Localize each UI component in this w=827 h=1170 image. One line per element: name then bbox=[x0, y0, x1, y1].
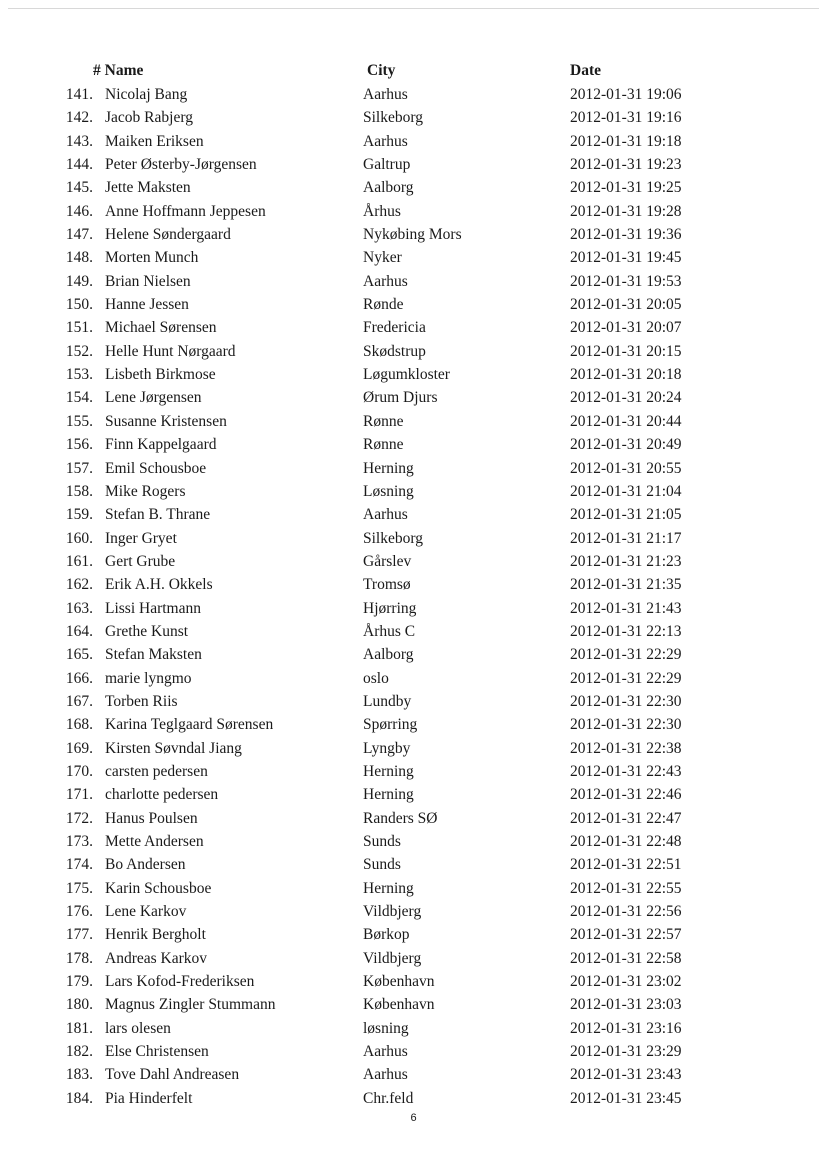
row-name: Grethe Kunst bbox=[105, 622, 189, 640]
row-city: Ørum Djurs bbox=[363, 389, 438, 407]
table-row bbox=[0, 949, 827, 972]
row-date: 2012-01-31 19:53 bbox=[570, 272, 682, 290]
table-row bbox=[0, 132, 827, 155]
row-city: Silkeborg bbox=[363, 109, 423, 127]
row-city: Aarhus bbox=[363, 506, 408, 524]
header-date: Date bbox=[570, 62, 601, 79]
row-name: Inger Gryet bbox=[105, 529, 177, 547]
row-name: Lissi Hartmann bbox=[105, 599, 201, 617]
row-city: Gårslev bbox=[363, 552, 412, 570]
table-row bbox=[0, 972, 827, 995]
row-number: 159. bbox=[65, 506, 93, 524]
row-city: oslo bbox=[363, 669, 389, 687]
row-city: Aalborg bbox=[363, 646, 414, 664]
row-date: 2012-01-31 22:30 bbox=[570, 692, 682, 710]
row-number: 172. bbox=[65, 809, 93, 827]
table-row bbox=[0, 1019, 827, 1042]
row-city: løsning bbox=[363, 1019, 409, 1037]
table-row bbox=[0, 272, 827, 295]
row-name: Else Christensen bbox=[105, 1043, 209, 1061]
row-date: 2012-01-31 22:13 bbox=[570, 622, 682, 640]
row-city: Silkeborg bbox=[363, 529, 423, 547]
row-city: Herning bbox=[363, 786, 414, 804]
table-row bbox=[0, 645, 827, 668]
row-name: Mette Andersen bbox=[105, 833, 204, 850]
row-name: Erik A.H. Okkels bbox=[105, 576, 213, 594]
row-date: 2012-01-31 20:24 bbox=[570, 389, 682, 407]
row-name: Torben Riis bbox=[105, 692, 178, 710]
row-date: 2012-01-31 22:58 bbox=[570, 949, 682, 967]
table-row bbox=[0, 1089, 827, 1112]
row-number: 148. bbox=[65, 249, 93, 267]
row-name: Tove Dahl Andreasen bbox=[105, 1066, 240, 1084]
row-name: Morten Munch bbox=[105, 249, 199, 267]
row-date: 2012-01-31 22:57 bbox=[570, 926, 682, 944]
row-number: 161. bbox=[65, 552, 93, 570]
row-date: 2012-01-31 20:15 bbox=[570, 342, 682, 360]
row-name: Lars Kofod-Frederiksen bbox=[105, 973, 255, 991]
row-date: 2012-01-31 22:38 bbox=[570, 739, 682, 757]
row-date: 2012-01-31 23:43 bbox=[570, 1066, 682, 1084]
row-number: 162. bbox=[65, 576, 93, 594]
row-city: København bbox=[363, 996, 435, 1014]
table-row bbox=[0, 318, 827, 341]
row-name: Henrik Bergholt bbox=[105, 926, 206, 944]
row-number: 165. bbox=[65, 646, 93, 664]
table-row bbox=[0, 529, 827, 552]
row-date: 2012-01-31 21:17 bbox=[570, 529, 682, 547]
row-date: 2012-01-31 19:45 bbox=[570, 249, 682, 267]
row-city: Chr.feld bbox=[363, 1089, 414, 1107]
table-row bbox=[0, 178, 827, 201]
table-row bbox=[0, 482, 827, 505]
row-number: 180. bbox=[65, 996, 93, 1014]
row-city: Løsning bbox=[363, 482, 414, 500]
row-name: Bo Andersen bbox=[105, 856, 186, 874]
row-name: Helene Søndergaard bbox=[105, 226, 231, 244]
row-city: Sunds bbox=[363, 856, 401, 874]
row-date: 2012-01-31 22:51 bbox=[570, 856, 682, 874]
row-city: Vildbjerg bbox=[363, 903, 422, 921]
table-row bbox=[0, 155, 827, 178]
row-name: Nicolaj Bang bbox=[105, 86, 188, 103]
table-row bbox=[0, 925, 827, 948]
row-number: 178. bbox=[65, 949, 93, 967]
row-city: Herning bbox=[363, 762, 414, 780]
row-number: 145. bbox=[65, 179, 93, 197]
table-row bbox=[0, 879, 827, 902]
row-name: Stefan Maksten bbox=[105, 646, 202, 664]
table-row bbox=[0, 1042, 827, 1065]
table-row bbox=[0, 412, 827, 435]
table-row bbox=[0, 575, 827, 598]
row-number: 170. bbox=[65, 762, 93, 780]
row-name: Karin Schousboe bbox=[105, 879, 212, 897]
table-row bbox=[0, 248, 827, 271]
row-city: Løgumkloster bbox=[363, 366, 450, 384]
table-row bbox=[0, 388, 827, 411]
row-number: 177. bbox=[65, 926, 93, 944]
table-row bbox=[0, 435, 827, 458]
row-name: Stefan B. Thrane bbox=[105, 506, 211, 524]
row-date: 2012-01-31 23:02 bbox=[570, 973, 682, 991]
table-row bbox=[0, 785, 827, 808]
table-row bbox=[0, 202, 827, 225]
row-number: 173. bbox=[65, 833, 93, 850]
row-date: 2012-01-31 19:16 bbox=[570, 109, 682, 127]
row-name: Anne Hoffmann Jeppesen bbox=[105, 202, 266, 220]
row-number: 150. bbox=[65, 296, 93, 314]
row-name: Hanus Poulsen bbox=[105, 809, 198, 827]
row-name: Pia Hinderfelt bbox=[105, 1089, 193, 1107]
row-name: Magnus Zingler Stummann bbox=[105, 996, 276, 1014]
row-city: Århus bbox=[363, 202, 401, 220]
row-number: 179. bbox=[65, 973, 93, 991]
row-name: Michael Sørensen bbox=[105, 319, 217, 337]
row-city: Aarhus bbox=[363, 86, 408, 103]
row-city: København bbox=[363, 973, 435, 991]
row-city: Herning bbox=[363, 879, 414, 897]
row-date: 2012-01-31 19:36 bbox=[570, 226, 682, 244]
header-city: City bbox=[367, 62, 396, 79]
row-name: Jacob Rabjerg bbox=[105, 109, 193, 127]
row-date: 2012-01-31 22:30 bbox=[570, 716, 682, 734]
row-number: 151. bbox=[65, 319, 93, 337]
row-name: Susanne Kristensen bbox=[105, 412, 227, 430]
row-date: 2012-01-31 22:56 bbox=[570, 903, 682, 921]
row-number: 143. bbox=[65, 132, 93, 150]
row-number: 171. bbox=[65, 786, 93, 804]
row-date: 2012-01-31 20:49 bbox=[570, 436, 682, 454]
row-city: Lyngby bbox=[363, 739, 411, 757]
row-city: Aarhus bbox=[363, 272, 408, 290]
row-number: 153. bbox=[65, 366, 93, 384]
row-number: 158. bbox=[65, 482, 93, 500]
row-city: Skødstrup bbox=[363, 342, 426, 360]
row-number: 152. bbox=[65, 342, 93, 360]
table-row bbox=[0, 669, 827, 692]
row-number: 174. bbox=[65, 856, 93, 874]
row-name: Jette Maksten bbox=[105, 179, 191, 197]
table-row bbox=[0, 739, 827, 762]
row-number: 142. bbox=[65, 109, 93, 127]
row-date: 2012-01-31 20:07 bbox=[570, 319, 682, 337]
row-name: Peter Østerby-Jørgensen bbox=[105, 156, 257, 174]
row-name: Lene Jørgensen bbox=[105, 389, 202, 407]
table-row bbox=[0, 225, 827, 248]
table-row bbox=[0, 505, 827, 528]
table-row bbox=[0, 715, 827, 738]
row-name: carsten pedersen bbox=[105, 762, 208, 780]
row-city: Aarhus bbox=[363, 1066, 408, 1084]
row-city: Nykøbing Mors bbox=[363, 226, 462, 244]
row-name: Lene Karkov bbox=[105, 903, 187, 921]
row-name: Hanne Jessen bbox=[105, 296, 189, 314]
row-city: Tromsø bbox=[363, 576, 411, 594]
row-name: Andreas Karkov bbox=[105, 949, 208, 967]
row-number: 168. bbox=[65, 716, 93, 734]
table-row bbox=[0, 108, 827, 131]
row-name: Kirsten Søvndal Jiang bbox=[105, 739, 242, 757]
top-scan-edge bbox=[8, 8, 819, 9]
row-name: Karina Teglgaard Sørensen bbox=[105, 716, 274, 734]
row-number: 141. bbox=[65, 86, 93, 103]
row-name: Maiken Eriksen bbox=[105, 132, 204, 150]
signature-table bbox=[0, 85, 827, 1112]
row-date: 2012-01-31 23:03 bbox=[570, 996, 682, 1014]
row-date: 2012-01-31 20:05 bbox=[570, 296, 682, 314]
table-row bbox=[0, 365, 827, 388]
row-name: Lisbeth Birkmose bbox=[105, 366, 216, 384]
row-date: 2012-01-31 19:28 bbox=[570, 202, 682, 220]
table-row bbox=[0, 902, 827, 925]
row-number: 163. bbox=[65, 599, 93, 617]
row-city: Herning bbox=[363, 459, 414, 477]
row-city: Hjørring bbox=[363, 599, 417, 617]
table-row bbox=[0, 1065, 827, 1088]
row-date: 2012-01-31 22:47 bbox=[570, 809, 682, 827]
row-city: Spørring bbox=[363, 716, 418, 734]
header-num-name: # Name bbox=[93, 62, 144, 79]
row-city: Rønne bbox=[363, 436, 404, 454]
row-number: 184. bbox=[65, 1089, 93, 1107]
page-number: 6 bbox=[410, 1112, 417, 1124]
row-name: charlotte pedersen bbox=[105, 786, 219, 804]
row-date: 2012-01-31 23:16 bbox=[570, 1019, 682, 1037]
table-row bbox=[0, 832, 827, 855]
table-header bbox=[0, 62, 827, 82]
row-date: 2012-01-31 19:06 bbox=[570, 86, 682, 103]
row-date: 2012-01-31 21:04 bbox=[570, 482, 682, 500]
row-date: 2012-01-31 20:44 bbox=[570, 412, 682, 430]
row-number: 154. bbox=[65, 389, 93, 407]
row-name: marie lyngmo bbox=[105, 669, 192, 687]
table-row bbox=[0, 855, 827, 878]
row-city: Randers SØ bbox=[363, 809, 438, 827]
table-row bbox=[0, 995, 827, 1018]
row-date: 2012-01-31 22:43 bbox=[570, 762, 682, 780]
row-number: 181. bbox=[65, 1019, 93, 1037]
table-row bbox=[0, 692, 827, 715]
row-number: 147. bbox=[65, 226, 93, 244]
row-city: Nyker bbox=[363, 249, 402, 267]
table-row bbox=[0, 459, 827, 482]
row-date: 2012-01-31 22:29 bbox=[570, 669, 682, 687]
row-name: Emil Schousboe bbox=[105, 459, 207, 477]
row-city: Børkop bbox=[363, 926, 410, 944]
row-number: 169. bbox=[65, 739, 93, 757]
table-row bbox=[0, 622, 827, 645]
table-row bbox=[0, 295, 827, 318]
row-date: 2012-01-31 21:05 bbox=[570, 506, 682, 524]
row-name: Brian Nielsen bbox=[105, 272, 191, 290]
row-number: 156. bbox=[65, 436, 93, 454]
table-row bbox=[0, 342, 827, 365]
row-date: 2012-01-31 23:45 bbox=[570, 1089, 682, 1107]
row-number: 144. bbox=[65, 156, 93, 174]
row-city: Aalborg bbox=[363, 179, 414, 197]
row-city: Vildbjerg bbox=[363, 949, 422, 967]
row-number: 157. bbox=[65, 459, 93, 477]
table-row bbox=[0, 809, 827, 832]
table-row bbox=[0, 552, 827, 575]
row-number: 183. bbox=[65, 1066, 93, 1084]
row-city: Århus C bbox=[363, 622, 416, 640]
row-city: Rønde bbox=[363, 296, 404, 314]
row-city: Lundby bbox=[363, 692, 412, 710]
row-date: 2012-01-31 22:55 bbox=[570, 879, 682, 897]
row-city: Rønne bbox=[363, 412, 404, 430]
row-number: 176. bbox=[65, 903, 93, 921]
row-date: 2012-01-31 19:23 bbox=[570, 156, 682, 174]
row-date: 2012-01-31 23:29 bbox=[570, 1043, 682, 1061]
row-date: 2012-01-31 21:35 bbox=[570, 576, 682, 594]
row-date: 2012-01-31 19:18 bbox=[570, 132, 682, 150]
row-date: 2012-01-31 20:18 bbox=[570, 366, 682, 384]
row-number: 155. bbox=[65, 412, 93, 430]
row-number: 146. bbox=[65, 202, 93, 220]
row-date: 2012-01-31 22:46 bbox=[570, 786, 682, 804]
row-city: Galtrup bbox=[363, 156, 411, 174]
table-row bbox=[0, 762, 827, 785]
row-city: Aarhus bbox=[363, 132, 408, 150]
row-city: Sunds bbox=[363, 833, 401, 850]
row-date: 2012-01-31 19:25 bbox=[570, 179, 682, 197]
row-date: 2012-01-31 21:23 bbox=[570, 552, 682, 570]
row-number: 166. bbox=[65, 669, 93, 687]
row-name: Gert Grube bbox=[105, 552, 176, 570]
row-name: Finn Kappelgaard bbox=[105, 436, 217, 454]
row-number: 164. bbox=[65, 622, 93, 640]
row-date: 2012-01-31 22:48 bbox=[570, 833, 682, 850]
row-number: 167. bbox=[65, 692, 93, 710]
row-number: 160. bbox=[65, 529, 93, 547]
row-date: 2012-01-31 22:29 bbox=[570, 646, 682, 664]
row-number: 175. bbox=[65, 879, 93, 897]
row-date: 2012-01-31 20:55 bbox=[570, 459, 682, 477]
row-name: lars olesen bbox=[105, 1019, 171, 1037]
row-name: Mike Rogers bbox=[105, 482, 186, 500]
row-number: 182. bbox=[65, 1043, 93, 1061]
row-date: 2012-01-31 21:43 bbox=[570, 599, 682, 617]
table-row bbox=[0, 599, 827, 622]
row-number: 149. bbox=[65, 272, 93, 290]
row-city: Aarhus bbox=[363, 1043, 408, 1061]
row-name: Helle Hunt Nørgaard bbox=[105, 342, 236, 360]
row-city: Fredericia bbox=[363, 319, 426, 337]
table-row bbox=[0, 85, 827, 108]
